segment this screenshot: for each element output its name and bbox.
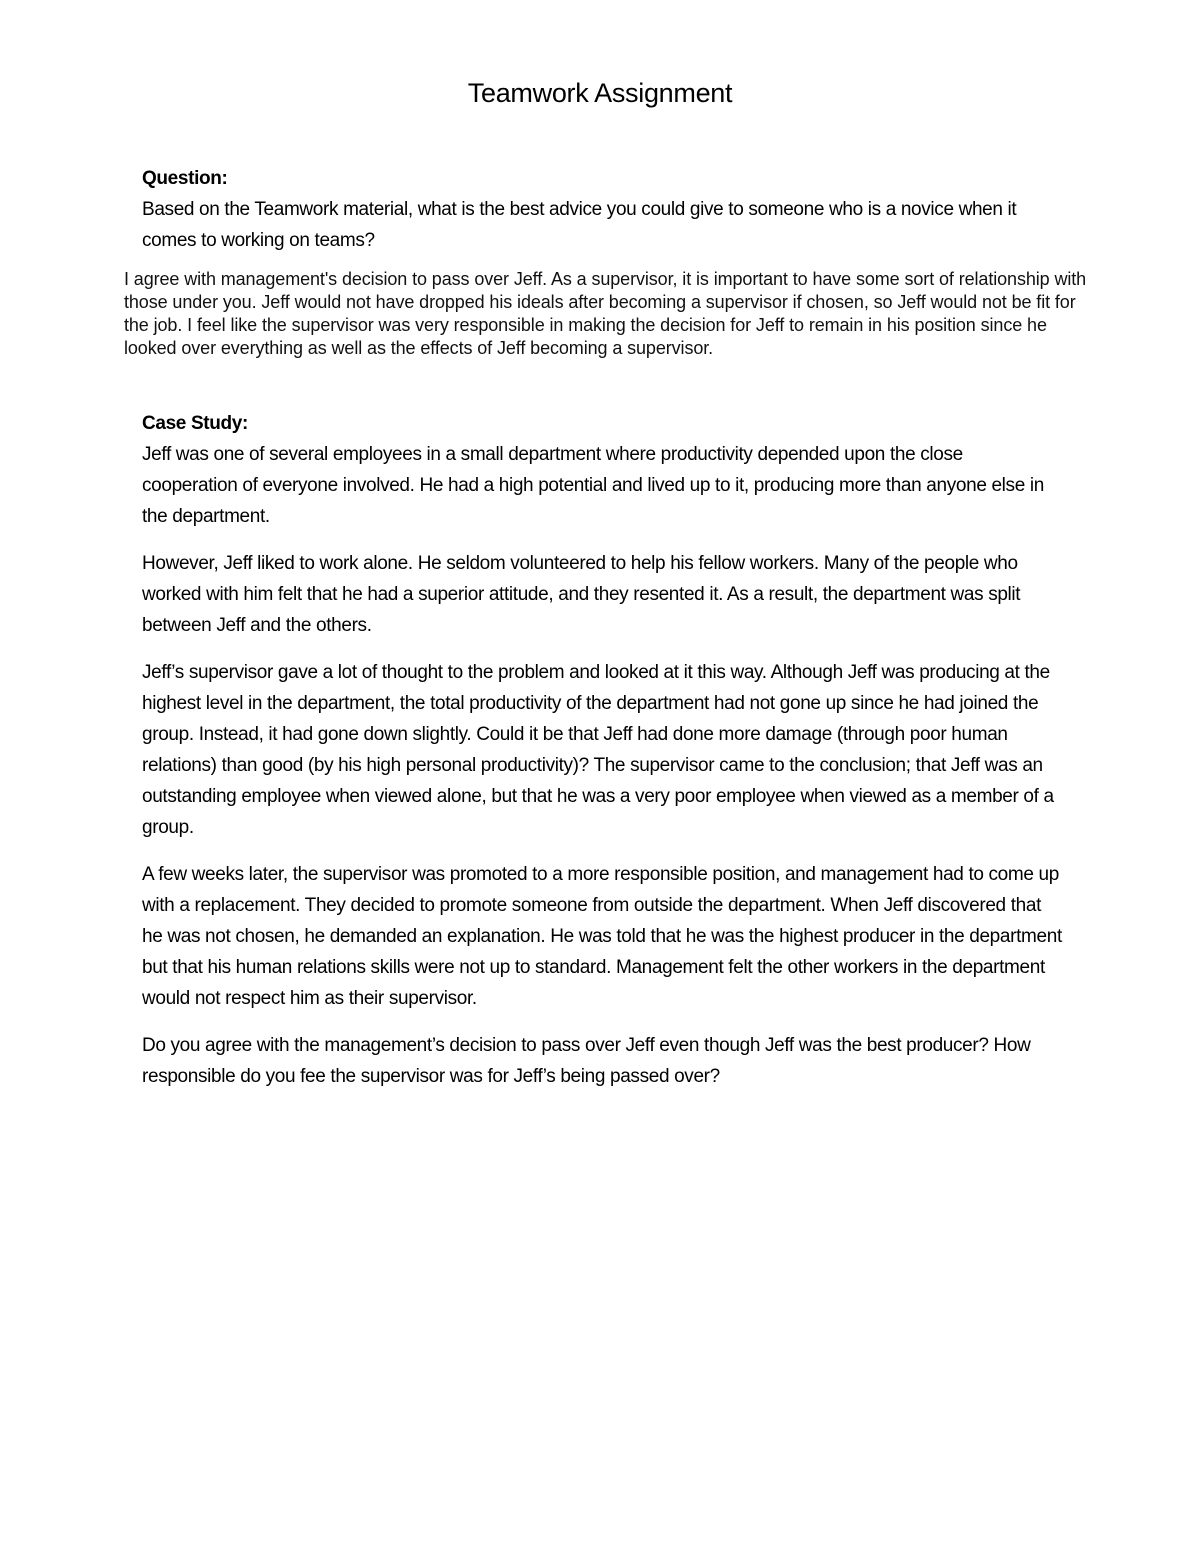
question-section bbox=[142, 163, 1062, 256]
case-question-paragraph: Do you agree with the management’s decision to pass over Jeff even though Jeff was the best producer? How responsible do you fee the supervisor was for Jeff’s being passed over? bbox=[142, 1035, 1031, 1087]
case-paragraph: A few weeks later, the supervisor was promoted to a more responsible position, and management had to come up with a replacement. They decided to promote someone from outside the department. When Jeff discovered that he was not chosen, he demanded an explanation. He was told that he was the highest producer in the department but that his human relations skills were not up to standard. Management felt the other workers in the department would not respect him as their supervisor. bbox=[142, 864, 1062, 1009]
case-paragraph: Jeff was one of several employees in a small department where productivity depended upon the close cooperation of everyone involved. He had a high potential and lived up to it, producing more than anyone else in the department. bbox=[142, 444, 1044, 527]
answer-section bbox=[124, 268, 1099, 360]
case-study-heading: Case Study: bbox=[142, 413, 248, 434]
question-heading: Question: bbox=[142, 168, 228, 189]
case-paragraph: However, Jeff liked to work alone. He seldom volunteered to help his fellow workers. Many of the people who worked with him felt that he had a superior attitude, and they resented it. As a result, the department was split between Jeff and the others. bbox=[142, 553, 1021, 636]
case-study-section bbox=[142, 408, 1062, 1108]
answer-text: I agree with management's decision to pass over Jeff. As a supervisor, it is important to have some sort of relationship with those under you. Jeff would not have dropped his ideals after becoming a supervisor if chosen, so Jeff would not be fit for the job. I feel like the supervisor was very responsible in making the decision for Jeff to remain in his position since he looked over everything as well as the effects of Jeff becoming a supervisor. bbox=[124, 269, 1087, 358]
question-text: Based on the Teamwork material, what is the best advice you could give to someone who is a novice when it comes to working on teams? bbox=[142, 199, 1017, 251]
page-title: Teamwork Assignment bbox=[467, 78, 733, 108]
case-paragraph: Jeff’s supervisor gave a lot of thought to the problem and looked at it this way. Although Jeff was producing at the highest level in the department, the total productivity of the department had not gone up since he had joined the group. Instead, it had gone down slightly. Could it be that Jeff had done more damage (through poor human relations) than good (by his high personal productivity)? The supervisor came to the conclusion; that Jeff was an outstanding employee when viewed alone, but that he was a very poor employee when viewed as a member of a group. bbox=[142, 662, 1054, 838]
